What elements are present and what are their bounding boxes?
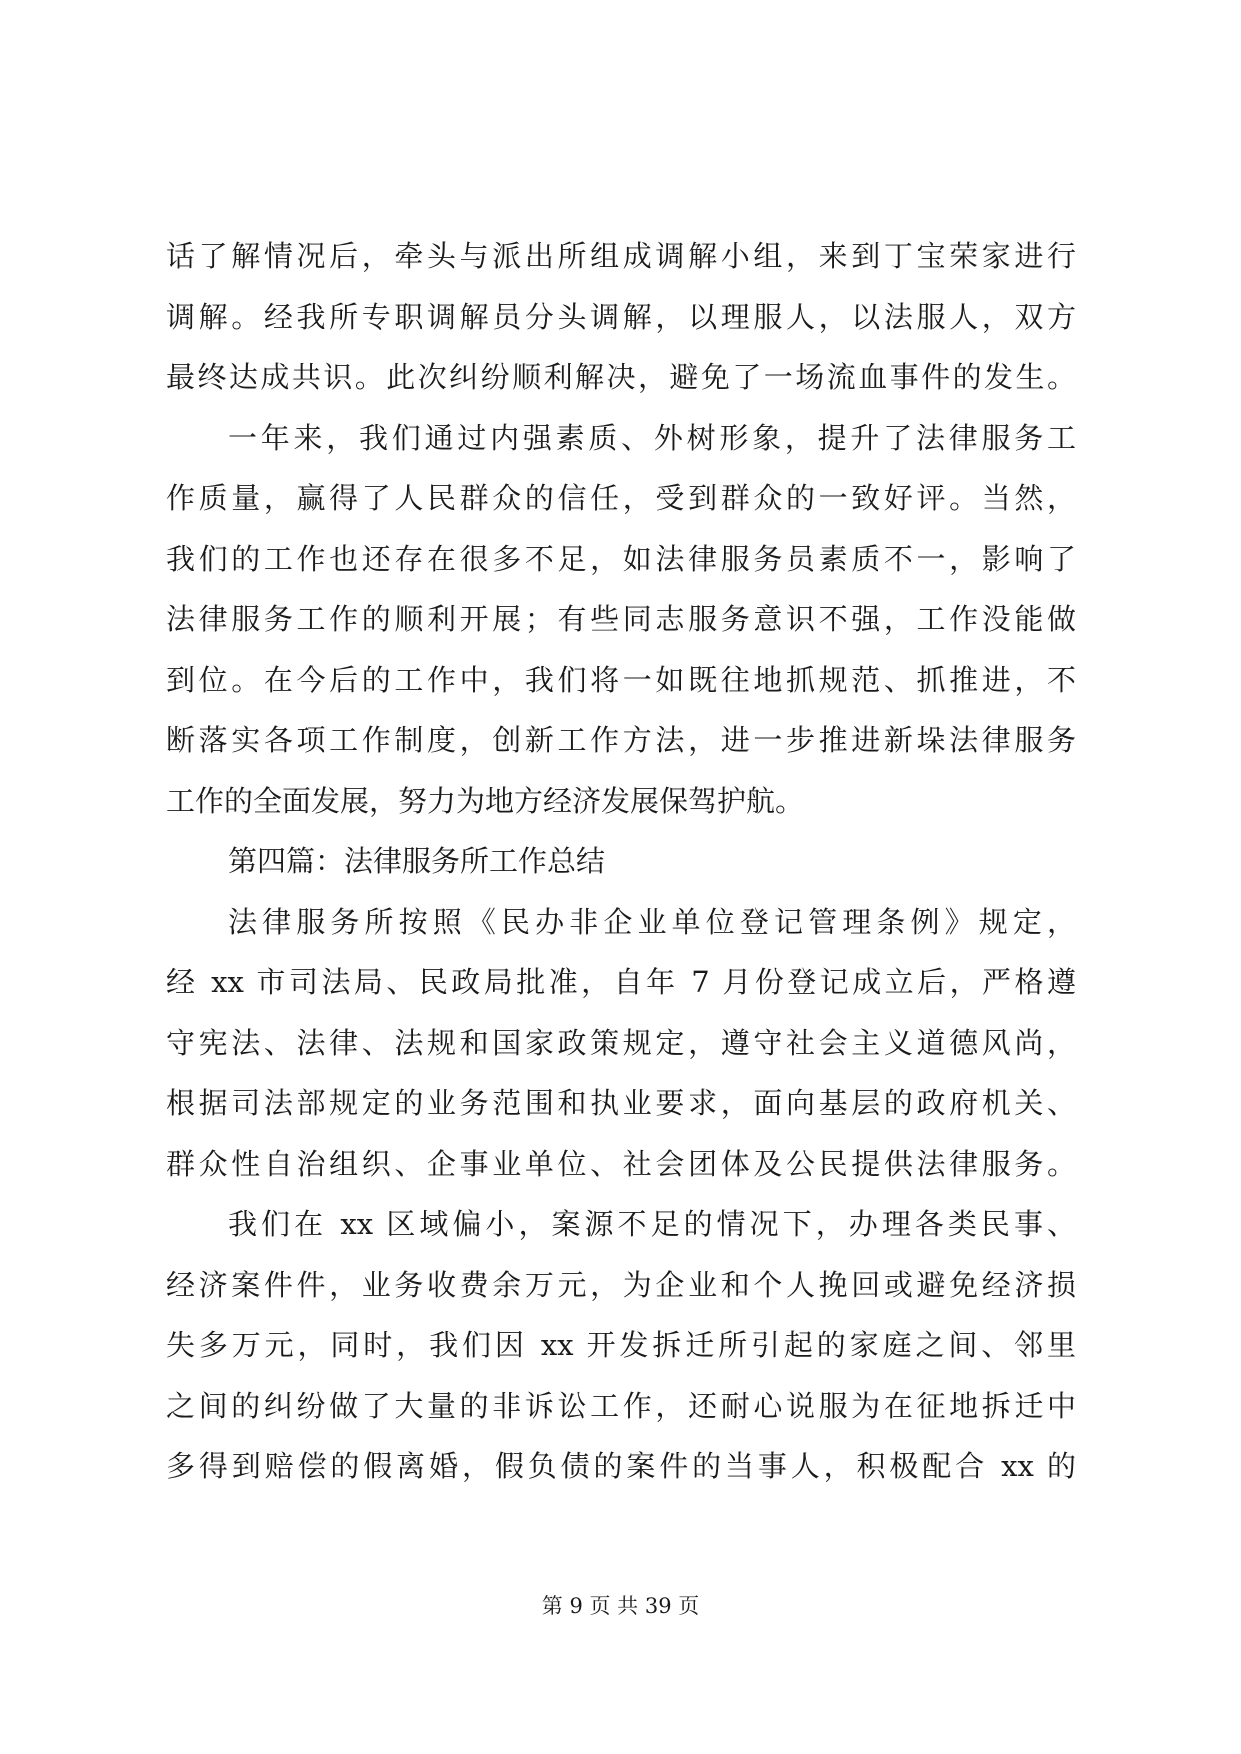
text-line: 多得到赔偿的假离婚，假负债的案件的当事人，积极配合 xx 的 bbox=[166, 1449, 1076, 1483]
text-line: 调解。经我所专职调解员分头调解，以理服人，以法服人，双方 bbox=[166, 299, 1076, 334]
text-line: 根据司法部规定的业务范围和执业要求，面向基层的政府机关、 bbox=[166, 1086, 1076, 1120]
text-line: 我们的工作也还存在很多不足，如法律服务员素质不一，影响了 bbox=[166, 541, 1076, 576]
text-line: 话了解情况后，牵头与派出所组成调解小组，来到丁宝荣家进行 bbox=[166, 239, 1076, 273]
text-line: 经 xx 市司法局、民政局批准，自年 7 月份登记成立后，严格遵 bbox=[166, 965, 1076, 999]
paragraph-start-line: 我们在 xx 区域偏小，案源不足的情况下，办理各类民事、 bbox=[228, 1207, 1076, 1241]
text-line: 作质量，赢得了人民群众的信任，受到群众的一致好评。当然， bbox=[166, 481, 1076, 515]
page-number-footer: 第 9 页 共 39 页 bbox=[541, 1594, 700, 1618]
paragraph-end-line: 工作的全面发展，努力为地方经济发展保驾护航。 bbox=[166, 783, 805, 818]
text-line: 到位。在今后的工作中，我们将一如既往地抓规范、抓推进，不 bbox=[166, 662, 1076, 697]
document-body bbox=[166, 226, 1076, 1497]
text-line: 断落实各项工作制度，创新工作方法，进一步推进新垛法律服务 bbox=[166, 723, 1076, 757]
text-line: 之间的纠纷做了大量的非诉讼工作，还耐心说服为在征地拆迁中 bbox=[166, 1388, 1076, 1423]
text-line: 群众性自治组织、企事业单位、社会团体及公民提供法律服务。 bbox=[166, 1146, 1076, 1181]
section-heading: 第四篇：法律服务所工作总结 bbox=[228, 844, 606, 878]
text-line: 守宪法、法律、法规和国家政策规定，遵守社会主义道德风尚， bbox=[166, 1025, 1076, 1060]
text-line: 法律服务工作的顺利开展；有些同志服务意识不强，工作没能做 bbox=[166, 602, 1076, 636]
text-line: 最终达成共识。此次纠纷顺利解决，避免了一场流血事件的发生。 bbox=[166, 360, 1076, 394]
text-line: 经济案件件，业务收费余万元，为企业和个人挽回或避免经济损 bbox=[166, 1267, 1076, 1302]
text-line: 失多万元，同时，我们因 xx 开发拆迁所引起的家庭之间、邻里 bbox=[166, 1328, 1076, 1362]
paragraph-start-line: 一年来，我们通过内强素质、外树形象，提升了法律服务工 bbox=[228, 420, 1076, 455]
paragraph-start-line: 法律服务所按照《民办非企业单位登记管理条例》规定， bbox=[228, 904, 1076, 939]
